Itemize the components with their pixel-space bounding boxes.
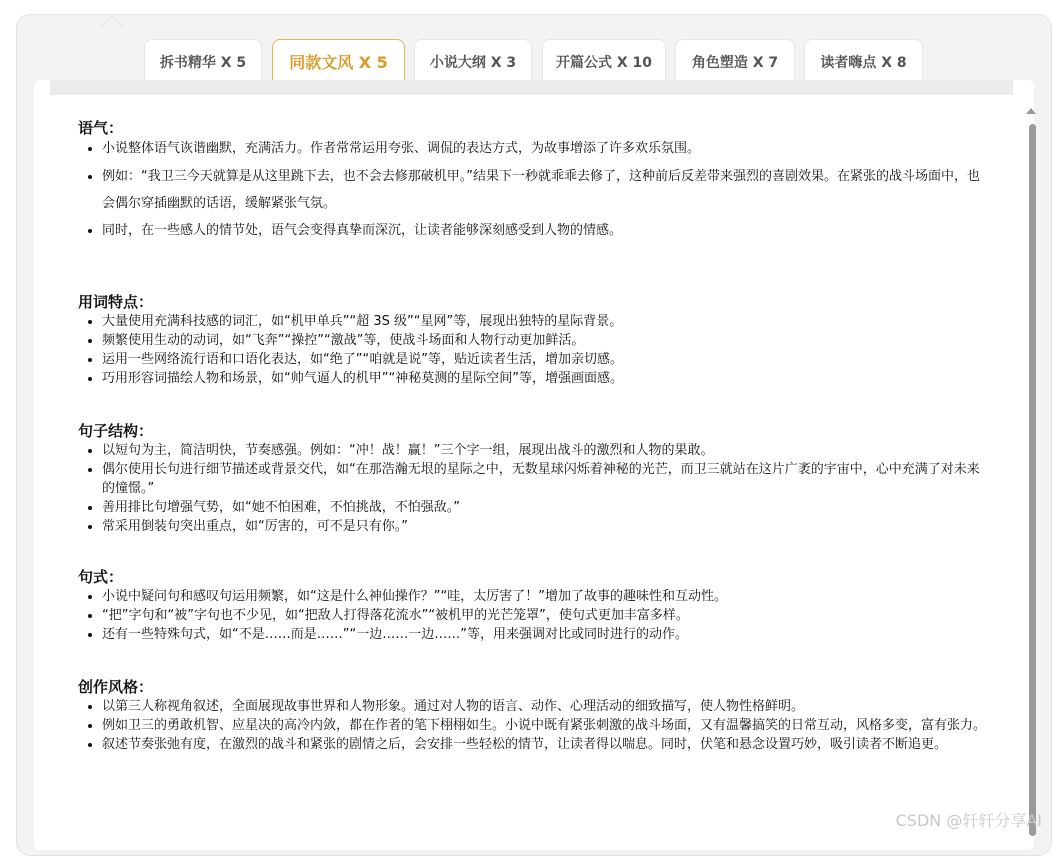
document-body — [78, 118, 988, 754]
section-pattern — [78, 567, 988, 644]
section-title-style: 创作风格： — [78, 677, 988, 697]
tone-list — [78, 138, 988, 242]
section-title-wording: 用词特点： — [78, 292, 988, 312]
scrollbar-thumb[interactable] — [1029, 124, 1036, 836]
panel-caret — [99, 15, 123, 39]
style-list — [78, 697, 988, 754]
list-item: • 运用一些网络流行语和口语化表达，如“绝了”“咱就是说”等，贴近读者生活，增加亲切感。 — [102, 350, 988, 369]
watermark: CSDN @轩轩分享AI — [896, 808, 1042, 831]
tab-same-style[interactable]: 同款文风 X 5 — [272, 39, 405, 83]
section-sentence — [78, 421, 988, 536]
list-item: • 巧用形容词描绘人物和场景，如“帅气逼人的机甲”“神秘莫测的星际空间”等，增强画面感。 — [102, 369, 988, 388]
list-item: • 叙述节奏张弛有度，在激烈的战斗和紧张的剧情之后，会安排一些轻松的情节，让读者得以喘息。同时，伏笔和悬念设置巧妙，吸引读者不断追更。 — [102, 735, 988, 754]
section-title-pattern: 句式： — [78, 567, 988, 587]
list-item: • 还有一些特殊句式，如“不是……而是……”“一边……一边……”等，用来强调对比或同时进行的动作。 — [102, 625, 988, 644]
content-top-strip — [50, 80, 1013, 95]
pattern-list — [78, 587, 988, 644]
scroll-up-arrow-icon[interactable] — [1026, 108, 1036, 114]
list-item: • 大量使用充满科技感的词汇，如“机甲单兵”“超 3S 级”“星网”等，展现出独特的星际背景。 — [102, 312, 988, 331]
section-wording — [78, 292, 988, 388]
section-title-sentence: 句子结构： — [78, 421, 988, 441]
tab-opening-formula[interactable]: 开篇公式 X 10 — [542, 39, 666, 83]
tab-novel-outline[interactable]: 小说大纲 X 3 — [414, 39, 532, 83]
section-title-tone: 语气： — [78, 118, 988, 138]
list-item: • 以第三人称视角叙述，全面展现故事世界和人物形象。通过对人物的语言、动作、心理活动的细致描写，使人物性格鲜明。 — [102, 697, 988, 716]
list-item: • 频繁使用生动的动词，如“飞奔”“操控”“激战”等，使战斗场面和人物行动更加鲜活。 — [102, 331, 988, 350]
wording-list — [78, 312, 988, 388]
list-item: • 偶尔使用长句进行细节描述或背景交代，如“在那浩瀚无垠的星际之中，无数星球闪烁着神秘的光芒，而卫三就站在这片广袤的宇宙中，心中充满了对未来的憧憬。” — [102, 460, 988, 498]
tab-reader-highlights[interactable]: 读者嗨点 X 8 — [804, 39, 923, 83]
list-item: • 以短句为主，简洁明快，节奏感强。例如：“冲！战！赢！”三个字一组，展现出战斗的激烈和人物的果敢。 — [102, 441, 988, 460]
list-item: • 例如：“我卫三今天就算是从这里跳下去，也不会去修那破机甲。”结果下一秒就乖乖去修了，这种前后反差带来强烈的喜剧效果。在紧张的战斗场面中，也会偶尔穿插幽默的话语，缓解紧张气氛。 — [102, 163, 988, 217]
sentence-list — [78, 441, 988, 536]
list-item: • 同时，在一些感人的情节处，语气会变得真挚而深沉，让读者能够深刻感受到人物的情感。 — [102, 220, 988, 242]
tab-character-building[interactable]: 角色塑造 X 7 — [675, 39, 795, 83]
list-item: • “把”字句和“被”字句也不少见，如“把敌人打得落花流水”“被机甲的光芒笼罩”，使句式更加丰富多样。 — [102, 606, 988, 625]
tab-book-essence[interactable]: 拆书精华 X 5 — [144, 39, 262, 83]
list-item: • 善用排比句增强气势，如“她不怕困难，不怕挑战，不怕强敌。” — [102, 498, 988, 517]
section-tone — [78, 118, 988, 242]
list-item: • 常采用倒装句突出重点，如“厉害的，可不是只有你。” — [102, 517, 988, 536]
section-style — [78, 677, 988, 754]
list-item: • 小说整体语气诙谐幽默，充满活力。作者常常运用夸张、调侃的表达方式，为故事增添了许多欢乐氛围。 — [102, 138, 988, 160]
list-item: • 例如卫三的勇敢机智、应星决的高冷内敛，都在作者的笔下栩栩如生。小说中既有紧张刺激的战斗场面，又有温馨搞笑的日常互动，风格多变，富有张力。 — [102, 716, 988, 735]
list-item: • 小说中疑问句和感叹句运用频繁，如“这是什么神仙操作？”“哇，太厉害了！”增加了故事的趣味性和互动性。 — [102, 587, 988, 606]
